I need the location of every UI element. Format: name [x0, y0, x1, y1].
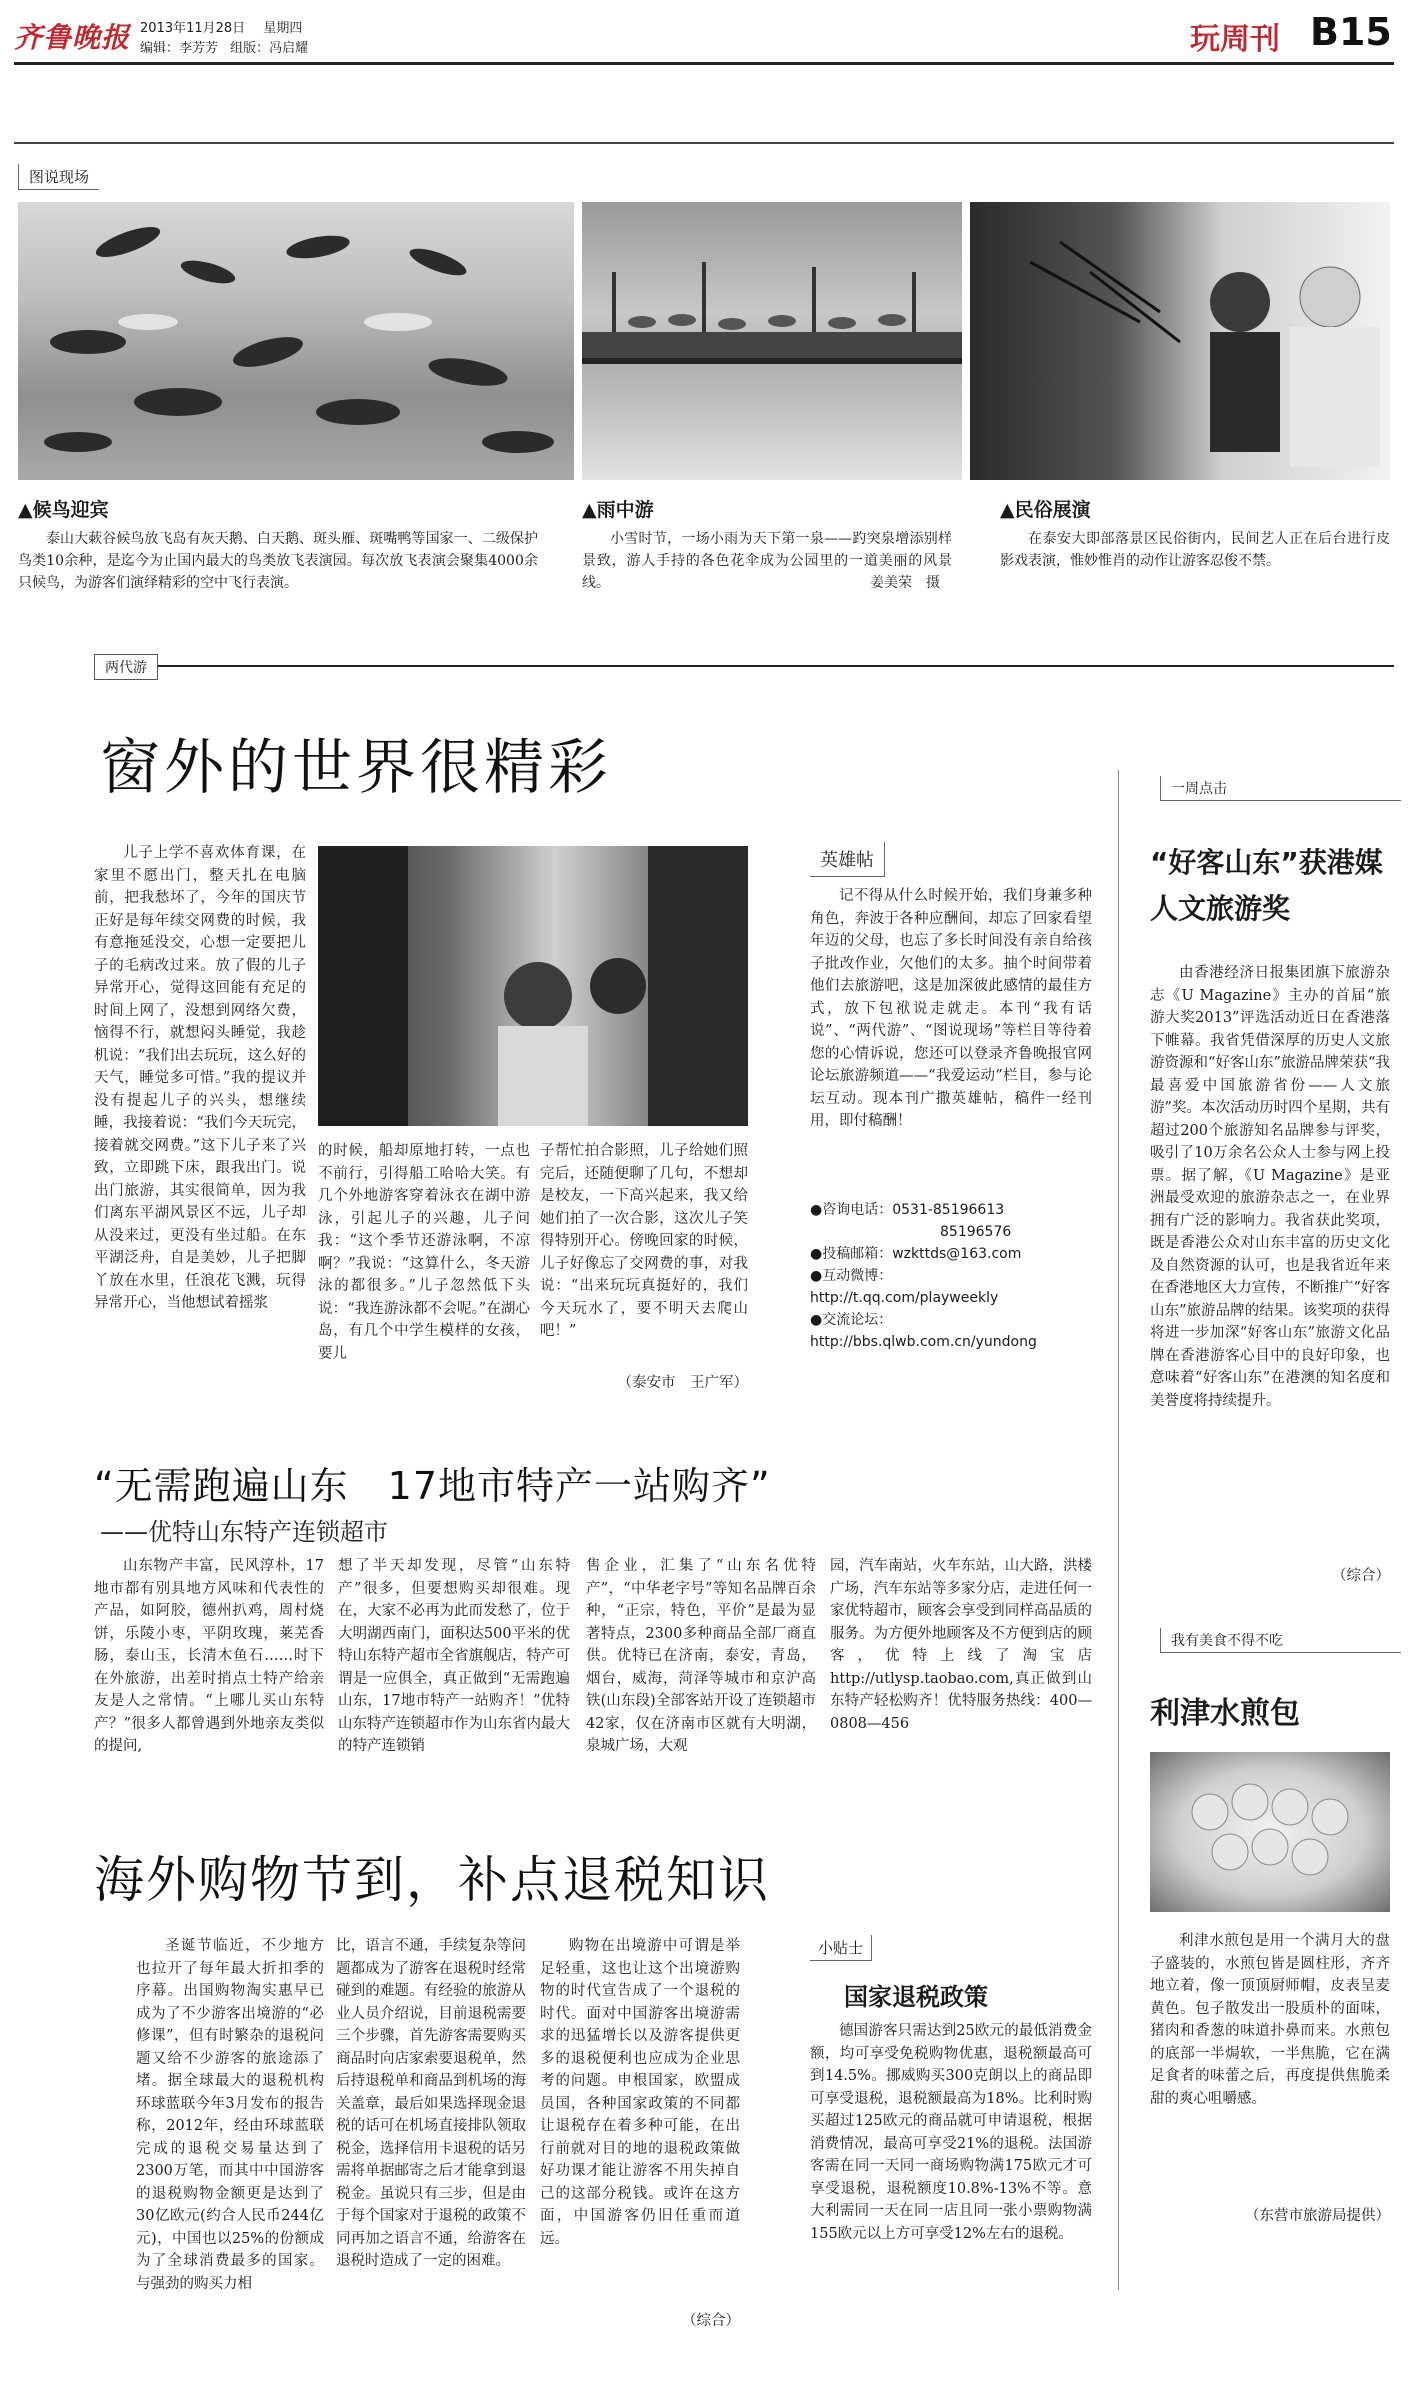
sidebar-tag-weekly: 一周点击 [1160, 776, 1401, 801]
section-rule-1 [94, 665, 1394, 667]
date: 2013年11月28日 [140, 21, 246, 36]
hero-forum[interactable]: http://bbs.qlwb.com.cn/yundong [810, 1334, 1037, 1350]
article2-col1-text: 山东物产丰富，民风淳朴，17地市都有别具地方风味和代表性的产品，如阿胶，德州扒鸡，周村烧饼，乐陵小枣，平阴玫瑰，莱芜香肠，泰山玉，长清木鱼石……时下在外旅游，出差时捎点土特产给亲友是人之常情。“上哪儿买山东特产？”很多人都曾遇到外地亲友类似的提问, [94, 1558, 324, 1754]
tips-box [810, 1935, 1092, 2335]
caption-shadow-play [1000, 495, 1390, 572]
caption-birds [18, 495, 538, 594]
sidebar1-headline: “好客山东”获港媒人文旅游奖 [1150, 846, 1383, 925]
shadow-play-illustration [970, 202, 1390, 480]
hero-contacts [810, 1199, 1092, 1353]
caption-rain [582, 495, 952, 592]
hero-box [810, 842, 1092, 1372]
article1-photo [318, 846, 748, 1126]
article2-col2 [338, 1555, 570, 1795]
article3-col3 [540, 1935, 740, 2315]
article3-col2-text: 比，语言不通，手续复杂等问题都成为了游客在退税时经常碰到的难题。有经验的旅游从业人员介绍说，目前退税需要三个步骤，首先游客需要购买商品时向店家索要退税单，然后持退税单和商品到机场的海关盖章，最后如果选择现金退税的话可在机场直接排队领取税金，选择信用卡退税的话另需将单据邮寄之后才能拿到退税金。虽说只有三步，但是由于每个国家对于退税的政策不同再加之语言不通，给游客在退税时造成了一定的困难。 [336, 1938, 526, 2269]
weekday: 星期四 [263, 21, 303, 36]
sidebar1-byline: （综合） [1332, 1568, 1390, 1584]
photo-birds [18, 202, 574, 480]
section-tag-photo: 图说现场 [18, 164, 99, 190]
article3-byline: （综合） [682, 2313, 740, 2329]
article2-col2-text: 想了半天却发现，尽管“山东特产”很多，但要想购买却很难。现在，大家不必再为此而发愁了，位于大明湖西南门，面积达500平米的优特山东特产超市全省旗舰店，特产可谓是一应俱全，真正做到“无需跑遍山东，17地市特产一站购齐！”优特山东特产连锁超市作为山东省内最大的特产连锁销 [338, 1558, 570, 1754]
hero-weibo-label: ●互动微博： [810, 1268, 893, 1284]
hero-email-label: ●投稿邮箱： [810, 1246, 893, 1262]
sidebar1-text-para: 由香港经济日报集团旗下旅游杂志《U Magazine》主办的首届“旅游大奖2013”评选活动近日在香港落下帷幕。我省凭借深厚的历史人文旅游资源和“好客山东”旅游品牌荣获“我最喜爱中国旅游省份——人文旅游”奖。本次活动历时四个星期，共有超过200个旅游知名品牌参与评奖，吸引了10万余名公众人士参与网上投票。据了解，《U Magazine》是亚洲最受欢迎的旅游杂志之一，在业界拥有广泛的影响力。我省获此奖项，既是香港公众对山东丰富的历史文化及自然资源的认可，也是我省近年来在香港地区大力宣传，不断推广“好客山东”旅游品牌的结果。该奖项的获得将进一步加深“好客山东”旅游文化品牌在香港游客心目中的良好印象，也意味着“好客山东”在港澳的知名度和美誉度将持续提升。 [1150, 965, 1390, 1409]
hero-weibo[interactable]: http://t.qq.com/playweekly [810, 1290, 999, 1306]
hero-phone2: 85196576 [940, 1224, 1012, 1240]
caption-rain-title: ▲雨中游 [582, 499, 654, 521]
sidebar2-text-para: 利津水煎包是用一个满月大的盘子盛装的，水煎包皆是圆柱形，齐齐地立着，像一顶顶厨师帽，皮表呈麦黄色。包子散发出一股质朴的面味，猪肉和香葱的味道扑鼻而来。水煎包的底部一半焗软，一半焦脆，它在满足食者的味蕾之后，再度提供焦脆柔甜的爽心咀嚼感。 [1150, 1933, 1390, 2107]
tips-box-tag: 小贴士 [810, 1935, 872, 1961]
caption-birds-title: ▲候鸟迎宾 [18, 499, 109, 521]
editor-line [140, 37, 308, 56]
article3-col1-text: 圣诞节临近，不少地方也拉开了每年最大折扣季的序幕。出国购物淘实惠早已成为了不少游客出境游的“必修课”，但有时繁杂的退税问题又给不少游客的旅途添了堵。据全球最大的退税机构环球蓝联今年3月发布的报告称，2012年，经由环球蓝联完成的退税交易量达到了2300万笔，而其中中国游客的退税购物金额更是达到了30亿欧元(约合人民币244亿元)，中国也以25%的份额成为了全球消费最多的国家。与强劲的购买力相 [136, 1938, 324, 2292]
article1-headline: 窗外的世界很精彩 [100, 733, 612, 803]
article1-col2-text: 的时候，船却原地打转，一点也不前行，引得船工哈哈大笑。有几个外地游客穿着泳衣在湖中游泳，引起儿子的兴趣，儿子问我：“这个季节还游泳啊，不凉啊？”我说：“这算什么，冬天游泳的都很多。”儿子忽然低下头说：“我连游泳都不会呢。”在湖心岛，有几个中学生模样的女孩，要儿 [318, 1143, 530, 1362]
food-photo [1150, 1752, 1390, 1912]
caption-shadow-play-title: ▲民俗展演 [1000, 499, 1091, 521]
masthead: 齐鲁晚报 [14, 21, 131, 54]
section-name: 玩周刊 [1190, 22, 1280, 57]
buns-illustration [1150, 1752, 1390, 1912]
hero-email-row [810, 1243, 1092, 1265]
article1-col1-text: 儿子上学不喜欢体育课，在家里不愿出门，整天扎在电脑前，把我愁坏了，今年的国庆节正好是每年续交网费的时候，我有意拖延没交，心想一定要把儿子的毛病改过来。放了假的儿子异常开心，觉得这回能有充足的时间上网了，没想到网络欠费，恼得不行，就想闷头睡觉，我趁机说：“我们出去玩玩，这么好的天气，睡觉多可惜。”我的提议并没有提起儿子的兴头，想继续睡，我接着说：“我们今天玩完，接着就交网费。”这下儿子来了兴致，立即跳下床，跟我出门。说出门旅游，其实很简单，因为我们离东平湖风景区不远，儿子却从没来过，更没有坐过船。在东平湖泛舟，自是美妙，儿子把脚丫放在水里，任浪花飞溅，玩得异常开心，当他想试着摇浆 [94, 845, 306, 1311]
hero-email[interactable]: wzkttds@163.com [892, 1246, 1022, 1262]
tips-box-text-para: 德国游客只需达到25欧元的最低消费金额，均可享受免税购物优惠，退税额最高可到14.5%。挪威购买300克朗以上的商品即可享受退税，退税额最高为18%。比利时购买超过125欧元的商品就可申请退税，根据消费情况，最高可享受21%的退税。法国游客需在同一天同一商场购物满175欧元才可享受退税，退税额度10.8%-13%不等。意大利需同一天在同一店且同一张小票购物满155欧元以上方可享受12%左右的退税。 [810, 2023, 1092, 2242]
article3-col1 [136, 1935, 324, 2335]
caption-rain-credit: 姜美荣 摄 [870, 575, 940, 591]
article1-col3 [540, 1140, 748, 1360]
article2-col4-text: 园，汽车南站，火车东站，山大路，洪楼广场，汽车东站等多家分店，走进任何一家优特超市，顾客会享受到同样高品质的服务。为方便外地顾客及不方便到店的顾客，优特上线了淘宝店 http://utlysp.taobao.com,真正做到山东特产轻松购齐！优特服务热线：400—0808—456 [830, 1558, 1092, 1732]
column-divider-right [1118, 770, 1119, 2290]
hero-phone-label: ●咨询电话： [810, 1202, 893, 1218]
hero-phone-row [810, 1199, 1092, 1221]
section-tag-two-generations: 两代游 [94, 654, 158, 680]
article2-col3-text: 售企业，汇集了“山东名优特产”，“中华老字号”等知名品牌百余种，“正宗，特色，平价”是最为显著特点，2300多种商品全部厂商直供。优特已在济南，泰安，青岛，烟台，威海，菏泽等城市和京沪高铁(山东段)全部客站开设了连锁超市42家，仅在济南市区就有大明湖，泉城广场，大观 [586, 1558, 816, 1754]
article2-col3 [586, 1555, 816, 1795]
article2-col4 [830, 1555, 1092, 1795]
tips-box-text [810, 2020, 1092, 2320]
caption-rain-text: 小雪时节，一场小雨为天下第一泉——趵突泉增添别样景致，游人手持的各色花伞成为公园里的一道美丽的风景线。 [582, 531, 952, 591]
article1-col3-text: 子帮忙拍合影照，儿子给她们照完后，还随便聊了几句，不想却是校友，一下高兴起来，我又给她们拍了一次合影，这次儿子笑得特别开心。傍晚回家的时候，儿子好像忘了交网费的事，对我说：“出来玩玩真挺好的，我们今天玩水了，要不明天去爬山吧！” [540, 1143, 748, 1339]
caption-birds-text: 泰山大蔌谷候鸟放飞岛有灰天鹅、白天鹅、斑头雁、斑嘴鸭等国家一、二级保护鸟类10余种，是迄今为止国内最大的鸟类放飞表演园。每次放飞表演会聚集4000余只候鸟，为游客们演绎精彩的空中飞行表演。 [18, 531, 538, 591]
photo-rain [582, 202, 962, 480]
hero-box-title: 英雄帖 [810, 842, 885, 877]
editor: 编辑：李芳芳 [140, 41, 219, 56]
layout-editor: 组版：冯启耀 [230, 41, 309, 56]
header-rule-thin [14, 142, 1394, 144]
article2-headline: “无需跑遍山东 17地市特产一站购齐” [94, 1464, 771, 1508]
article2-subhead: ——优特山东特产连锁超市 [100, 1518, 388, 1546]
sidebar2-text [1150, 1930, 1390, 2200]
tips-box-title: 国家退税政策 [844, 1983, 988, 2011]
article3-col3-text: 购物在出境游中可谓是举足轻重，这也让这个出境游购物的时代宣告成了一个退税的时代。面对中国游客出境游需求的迅猛增长以及游客提供更多的退税便利也应成为企业思考的问题。申根国家，欧盟成员国，各种国家政策的不同都让退税存在着多种可能，在出行前就对目的地的退税政策做好功课才能让游客不用失掉自己的这部分税钱。或许在这方面，中国游客仍旧任重而道远。 [540, 1938, 740, 2247]
sidebar-tag-food: 我有美食不得不吃 [1160, 1628, 1401, 1653]
birds-illustration [18, 202, 574, 480]
photo-shadow-play [970, 202, 1390, 480]
article1-col1 [94, 842, 306, 1432]
hero-box-text [810, 885, 1092, 1195]
sidebar1-text [1150, 962, 1390, 1562]
hero-forum-label: ●交流论坛： [810, 1312, 893, 1328]
article3-col2 [336, 1935, 526, 2335]
article3-headline: 海外购物节到，补点退税知识 [94, 1851, 770, 1909]
issue-date [140, 17, 302, 36]
article1-col2 [318, 1140, 530, 1380]
article1-byline: （泰安市 王广军） [617, 1375, 748, 1391]
boat-window-illustration [318, 846, 748, 1126]
page-number: B15 [1310, 10, 1392, 54]
sidebar2-headline: 利津水煎包 [1150, 1696, 1300, 1731]
caption-shadow-play-text: 在泰安大即部落景区民俗街内，民间艺人正在后台进行皮影戏表演，惟妙惟肖的动作让游客忍俊不禁。 [1000, 531, 1390, 569]
rain-illustration [582, 202, 962, 480]
article2-col1 [94, 1555, 324, 1795]
sidebar2-byline: （东营市旅游局提供） [1245, 2208, 1390, 2224]
hero-phone: 0531-85196613 [892, 1202, 1005, 1218]
hero-box-text-para: 记不得从什么时候开始，我们身兼多种角色，奔波于各种应酬间，却忘了回家看望年迈的父母，也忘了多长时间没有亲自给孩子批改作业，欠他们的太多。抽个时间带着他们去旅游吧，这是加深彼此感情的最佳方式，放下包袱说走就走。本刊“我有话说”、“两代游”、“图说现场”等栏目等待着您的心情诉说，您还可以登录齐鲁晚报官网论坛旅游频道——“我爱运动”栏目，参与论坛互动。现本刊广撒英雄帖，稿件一经刊用，即付稿酬！ [810, 888, 1092, 1129]
header-rule [14, 62, 1394, 65]
